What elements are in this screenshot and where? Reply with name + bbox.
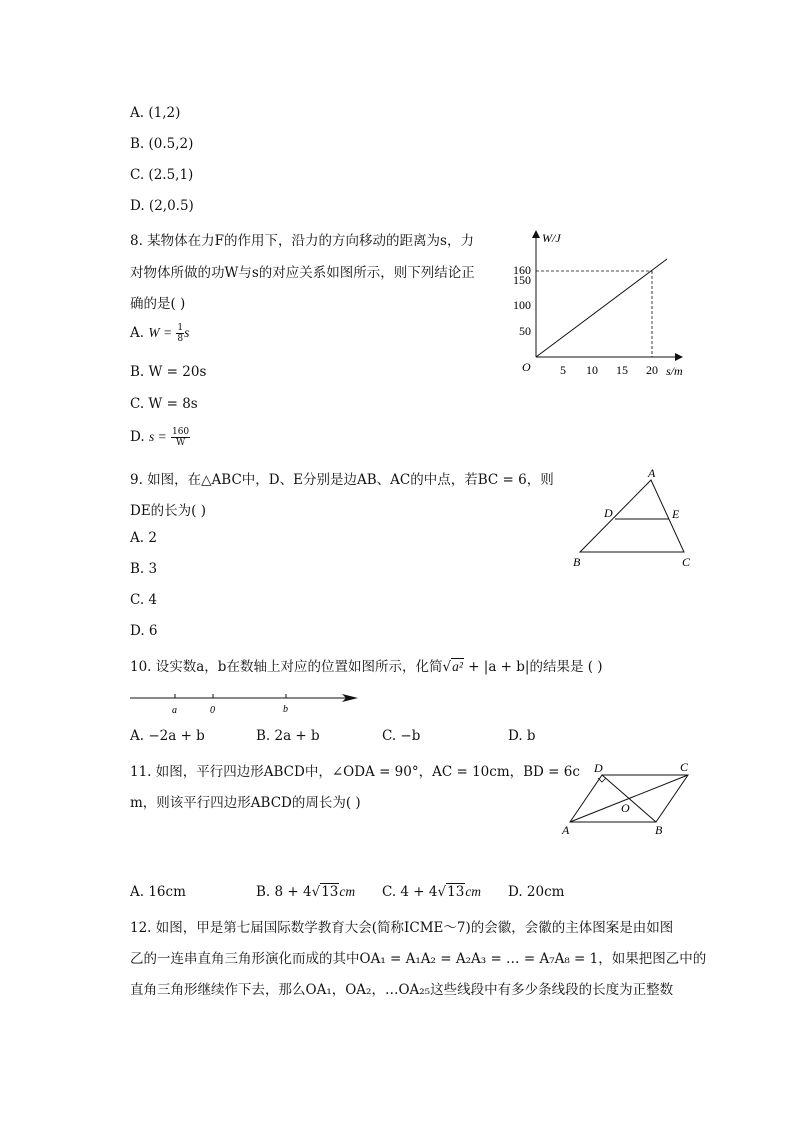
q9-label-a: A	[648, 466, 656, 480]
q8-x-label: s/m	[666, 364, 683, 378]
q9-label-e: E	[672, 507, 680, 521]
q8-option-a-lhs: W =	[148, 325, 173, 340]
q12-stem-line1: 12. 如图，甲是第七届国际数学教育大会(简称ICME～7)的会徽，会徽的主体图案是由如图	[130, 920, 674, 936]
q8-option-a-fraction	[176, 323, 184, 344]
q11-option-b-prefix: B. 8 + 4	[256, 884, 312, 900]
q12-stem-line2: 乙的一连串直角三角形演化而成的其中OA₁ = A₁A₂ = A₂A₃ = … = A₇A₈ = 1，如果把图乙中的	[130, 951, 707, 967]
q11-option-c-unit: cm	[465, 884, 482, 899]
q8-option-a-label: A.	[130, 325, 145, 341]
q12-stem-line3: 直角三角形继续作下去，那么OA₁，OA₂，…OA₂₅这些线段中有多少条线段的长度为正整数	[130, 982, 674, 998]
q8-ytick: 50	[519, 324, 531, 338]
q10-stem	[130, 655, 603, 675]
q8-stem-line1: 8. 某物体在力F的作用下，沿力的方向移动的距离为s，力	[130, 233, 474, 249]
q10-option-b[interactable]: B. 2a + b	[256, 728, 320, 744]
q9-option-b[interactable]: B. 3	[130, 561, 158, 577]
q8-option-d-fraction	[171, 427, 190, 448]
q7-option-b[interactable]: B. (0.5,2)	[130, 136, 194, 152]
q8-option-d-lhs: s =	[148, 429, 167, 444]
q8-option-d-denominator: W	[175, 438, 186, 448]
q9-option-a[interactable]: A. 2	[130, 530, 157, 546]
q7-option-c[interactable]: C. (2.5,1)	[130, 167, 194, 183]
q8-option-b[interactable]: B. W = 20s	[130, 364, 207, 380]
q10-option-c[interactable]: C. −b	[382, 728, 421, 744]
q8-work-graph	[510, 225, 700, 385]
q8-data-line	[536, 259, 667, 357]
q8-option-a-denominator: 8	[177, 334, 184, 344]
q8-xtick: 10	[586, 363, 598, 377]
q8-stem-line3: 确的是( )	[130, 296, 186, 312]
q11-label-o: O	[621, 801, 630, 815]
q11-option-d[interactable]: D. 20cm	[508, 884, 565, 900]
q8-ytick: 160	[513, 263, 531, 277]
q11-option-c-radicand: 13	[447, 884, 465, 900]
q11-label-b: B	[655, 823, 663, 837]
q11-option-c[interactable]	[382, 884, 481, 900]
q9-stem-line1: 9. 如图，在△ABC中，D、E分别是边AB、AC的中点，若BC = 6，则	[130, 472, 554, 488]
q11-label-d: D	[594, 761, 603, 775]
q8-y-label: W/J	[542, 231, 561, 245]
q11-option-b[interactable]	[256, 884, 355, 900]
q8-option-a-numerator: 1	[177, 323, 184, 333]
q11-label-c: C	[680, 760, 689, 774]
q8-xtick: 15	[616, 363, 628, 377]
q9-label-b: B	[573, 555, 581, 569]
q11-option-c-sqrt-sign: √	[437, 884, 447, 900]
q8-option-d-label: D.	[130, 429, 145, 445]
q8-option-d[interactable]	[130, 427, 190, 448]
q9-stem-line2: DE的长为( )	[130, 503, 207, 519]
q10-label-zero: 0	[210, 705, 215, 716]
q8-xtick: 5	[560, 363, 566, 377]
q10-option-a[interactable]: A. −2a + b	[130, 728, 205, 744]
q9-option-c[interactable]: C. 4	[130, 592, 158, 608]
q8-option-d-numerator: 160	[171, 427, 190, 437]
q9-label-d: D	[604, 506, 613, 520]
q9-triangle-figure	[568, 462, 698, 572]
q8-ytick: 100	[513, 298, 531, 312]
q8-ytick: 150	[513, 273, 531, 287]
q9-triangle-abc	[580, 480, 684, 552]
q10-sqrt-sign: √	[442, 659, 452, 675]
q8-option-a[interactable]	[130, 323, 189, 344]
q10-stem-part2: + |a + b|的结果是 ( )	[463, 659, 603, 675]
q10-option-d[interactable]: D. b	[508, 728, 536, 744]
q8-origin-label: O	[522, 360, 531, 374]
q8-stem-line2: 对物体所做的功W与s的对应关系如图所示，则下列结论正	[130, 265, 475, 281]
q10-label-a: a	[172, 705, 177, 716]
q11-option-a[interactable]: A. 16cm	[130, 884, 186, 900]
q11-label-a: A	[562, 823, 570, 837]
q11-option-b-sqrt-sign: √	[311, 884, 321, 900]
q10-stem-part1: 10. 设实数a，b在数轴上对应的位置如图所示，化简	[130, 659, 443, 675]
q11-option-b-radicand: 13	[321, 884, 339, 900]
q10-number-line	[128, 688, 363, 718]
q11-stem-line1: 11. 如图，平行四边形ABCD中，∠ODA = 90°，AC = 10cm，BD = 6c	[130, 764, 580, 780]
q7-option-d[interactable]: D. (2,0.5)	[130, 198, 194, 214]
q10-sqrt-content: a²	[452, 659, 463, 674]
q9-label-c: C	[682, 555, 691, 569]
q7-option-a[interactable]: A. (1,2)	[130, 105, 181, 121]
q11-option-c-prefix: C. 4 + 4	[382, 884, 438, 900]
q11-parallelogram-figure	[558, 758, 698, 840]
q11-stem-line2: m，则该平行四边形ABCD的周长为( )	[130, 795, 361, 811]
q10-label-b: b	[283, 704, 288, 715]
q8-option-c[interactable]: C. W = 8s	[130, 396, 198, 412]
q8-option-a-var: s	[184, 325, 190, 340]
q11-option-b-unit: cm	[339, 884, 356, 899]
q9-option-d[interactable]: D. 6	[130, 623, 158, 639]
q8-xtick: 20	[646, 363, 658, 377]
